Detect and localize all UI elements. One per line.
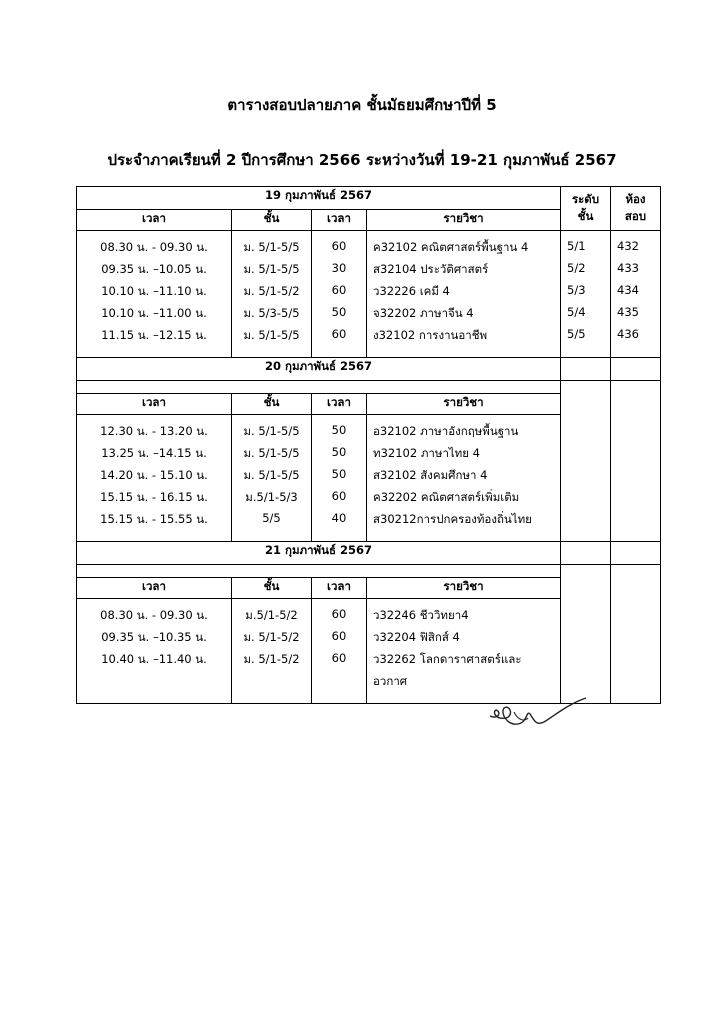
exam-class: ม.5/1-5/3 xyxy=(232,489,312,511)
exam-duration: 30 xyxy=(312,261,367,283)
exam-class: 5/5 xyxy=(232,511,312,533)
exam-duration: 50 xyxy=(312,305,367,327)
room-level: 5/4 xyxy=(561,305,611,327)
col-header-class: ชั้น xyxy=(232,578,312,599)
exam-class: ม. 5/3-5/5 xyxy=(232,305,312,327)
side-blank xyxy=(611,673,661,695)
col-header-time: เวลา xyxy=(77,394,232,415)
side-blank xyxy=(611,467,661,489)
exam-class xyxy=(232,673,312,695)
table-row xyxy=(77,327,661,349)
page-subtitle: ประจำภาคเรียนที่ 2 ปีการศึกษา 2566 ระหว่างวันที่ 19-21 กุมภาพันธ์ 2567 xyxy=(107,151,617,169)
exam-duration: 60 xyxy=(312,651,367,673)
exam-duration: 40 xyxy=(312,511,367,533)
exam-subject: อวกาศ xyxy=(367,673,561,695)
side-blank xyxy=(561,578,611,599)
gap xyxy=(367,415,561,424)
exam-time: 08.30 น. - 09.30 น. xyxy=(77,239,232,261)
side-blank xyxy=(611,695,661,704)
table-row xyxy=(77,283,661,305)
exam-duration: 60 xyxy=(312,283,367,305)
side-blank xyxy=(611,599,661,608)
table-row xyxy=(77,651,661,673)
gap xyxy=(367,231,561,240)
side-blank xyxy=(561,607,611,629)
room-level: 5/2 xyxy=(561,261,611,283)
page-title: ตารางสอบปลายภาค ชั้นมัธยมศึกษาปีที่ 5 xyxy=(227,96,497,114)
exam-class: ม. 5/1-5/5 xyxy=(232,261,312,283)
side-blank xyxy=(561,511,611,533)
exam-duration: 60 xyxy=(312,239,367,261)
exam-class: ม. 5/1-5/5 xyxy=(232,445,312,467)
exam-duration: 60 xyxy=(312,629,367,651)
exam-time: 10.40 น. –11.40 น. xyxy=(77,651,232,673)
gap xyxy=(232,695,312,704)
table-row xyxy=(77,261,661,283)
exam-subject: จ32202 ภาษาจีน 4 xyxy=(367,305,561,327)
side-blank xyxy=(561,565,611,578)
exam-class: ม. 5/1-5/2 xyxy=(232,283,312,305)
gap xyxy=(232,533,312,542)
exam-time: 08.30 น. - 09.30 น. xyxy=(77,607,232,629)
side-blank xyxy=(561,489,611,511)
room-number: 433 xyxy=(611,261,661,283)
room-header: ห้องสอบ xyxy=(611,187,661,231)
level-header: ระดับชั้น xyxy=(561,187,611,231)
gap xyxy=(312,415,367,424)
exam-time xyxy=(77,673,232,695)
col-header-duration: เวลา xyxy=(312,578,367,599)
exam-subject: ว32246 ชีววิทยา4 xyxy=(367,607,561,629)
side-blank xyxy=(611,629,661,651)
side-blank xyxy=(561,542,611,565)
side-blank xyxy=(611,489,661,511)
exam-duration: 50 xyxy=(312,445,367,467)
side-blank xyxy=(561,349,611,358)
room-number: 435 xyxy=(611,305,661,327)
side-blank xyxy=(611,381,661,394)
side-blank xyxy=(611,423,661,445)
side-blank xyxy=(561,533,611,542)
col-header-subject: รายวิชา xyxy=(367,578,561,599)
side-blank xyxy=(561,445,611,467)
side-blank xyxy=(561,394,611,415)
gap xyxy=(312,695,367,704)
gap xyxy=(77,599,232,608)
col-header-duration: เวลา xyxy=(312,394,367,415)
signature xyxy=(488,690,588,735)
side-blank xyxy=(611,607,661,629)
spacer xyxy=(77,565,561,578)
gap xyxy=(367,349,561,358)
table-row xyxy=(77,445,661,467)
exam-subject: ว32204 ฟิสิกส์ 4 xyxy=(367,629,561,651)
col-header-subject: รายวิชา xyxy=(367,210,561,231)
side-blank xyxy=(611,565,661,578)
exam-subject: ค32102 คณิตศาสตร์พื้นฐาน 4 xyxy=(367,239,561,261)
exam-time: 10.10 น. –11.10 น. xyxy=(77,283,232,305)
gap xyxy=(312,231,367,240)
side-blank xyxy=(611,231,661,240)
side-blank xyxy=(561,381,611,394)
exam-schedule-table xyxy=(76,186,661,704)
gap xyxy=(77,533,232,542)
side-blank xyxy=(611,578,661,599)
gap xyxy=(312,349,367,358)
table-row xyxy=(77,489,661,511)
exam-class: ม. 5/1-5/2 xyxy=(232,651,312,673)
side-blank xyxy=(561,599,611,608)
exam-time: 14.20 น. - 15.10 น. xyxy=(77,467,232,489)
exam-duration: 50 xyxy=(312,423,367,445)
exam-subject: ส32104 ประวัติศาสตร์ xyxy=(367,261,561,283)
col-header-duration: เวลา xyxy=(312,210,367,231)
table-row xyxy=(77,467,661,489)
exam-subject: ท32102 ภาษาไทย 4 xyxy=(367,445,561,467)
gap xyxy=(312,533,367,542)
col-header-time: เวลา xyxy=(77,578,232,599)
gap xyxy=(367,533,561,542)
side-blank xyxy=(611,511,661,533)
side-blank xyxy=(561,651,611,673)
room-number: 434 xyxy=(611,283,661,305)
gap xyxy=(232,231,312,240)
table-row xyxy=(77,305,661,327)
side-blank xyxy=(561,415,611,424)
side-blank xyxy=(611,533,661,542)
col-header-time: เวลา xyxy=(77,210,232,231)
col-header-class: ชั้น xyxy=(232,210,312,231)
exam-class: ม. 5/1-5/5 xyxy=(232,239,312,261)
side-blank xyxy=(561,231,611,240)
exam-time: 09.35 น. –10.35 น. xyxy=(77,629,232,651)
exam-class: ม. 5/1-5/2 xyxy=(232,629,312,651)
gap xyxy=(232,415,312,424)
side-blank xyxy=(611,445,661,467)
gap xyxy=(232,349,312,358)
side-blank xyxy=(561,423,611,445)
exam-subject: อ32102 ภาษาอังกฤษพื้นฐาน xyxy=(367,423,561,445)
side-blank xyxy=(611,651,661,673)
room-number: 432 xyxy=(611,239,661,261)
exam-time: 12.30 น. - 13.20 น. xyxy=(77,423,232,445)
gap xyxy=(77,349,232,358)
exam-class: ม. 5/1-5/5 xyxy=(232,327,312,349)
side-blank xyxy=(611,394,661,415)
exam-duration: 60 xyxy=(312,607,367,629)
exam-duration: 60 xyxy=(312,327,367,349)
table-row xyxy=(77,423,661,445)
exam-class: ม. 5/1-5/5 xyxy=(232,423,312,445)
exam-class: ม.5/1-5/2 xyxy=(232,607,312,629)
room-number: 436 xyxy=(611,327,661,349)
exam-subject: ค32202 คณิตศาสตร์เพิ่มเติม xyxy=(367,489,561,511)
gap xyxy=(312,599,367,608)
exam-subject: ส30212การปกครองท้องถิ่นไทย xyxy=(367,511,561,533)
side-blank xyxy=(561,629,611,651)
exam-duration: 50 xyxy=(312,467,367,489)
side-blank xyxy=(611,358,661,381)
spacer xyxy=(77,381,561,394)
exam-subject: ง32102 การงานอาชีพ xyxy=(367,327,561,349)
day-date: 21 กุมภาพันธ์ 2567 xyxy=(77,542,561,565)
exam-time: 13.25 น. –14.15 น. xyxy=(77,445,232,467)
table-row xyxy=(77,239,661,261)
gap xyxy=(367,599,561,608)
gap xyxy=(77,695,232,704)
col-header-class: ชั้น xyxy=(232,394,312,415)
exam-time: 11.15 น. –12.15 น. xyxy=(77,327,232,349)
exam-subject: ว32262 โลกดาราศาสตร์และ xyxy=(367,651,561,673)
exam-class: ม. 5/1-5/5 xyxy=(232,467,312,489)
exam-subject: ว32226 เคมี 4 xyxy=(367,283,561,305)
table-row xyxy=(77,511,661,533)
gap xyxy=(77,415,232,424)
gap xyxy=(232,599,312,608)
side-blank xyxy=(561,467,611,489)
day-date: 19 กุมภาพันธ์ 2567 xyxy=(77,187,561,210)
room-level: 5/1 xyxy=(561,239,611,261)
exam-duration: 60 xyxy=(312,489,367,511)
exam-time: 15.15 น. - 16.15 น. xyxy=(77,489,232,511)
exam-time: 10.10 น. –11.00 น. xyxy=(77,305,232,327)
side-blank xyxy=(611,415,661,424)
side-blank xyxy=(611,349,661,358)
exam-subject: ส32102 สังคมศึกษา 4 xyxy=(367,467,561,489)
room-level: 5/3 xyxy=(561,283,611,305)
exam-time: 15.15 น. - 15.55 น. xyxy=(77,511,232,533)
day-date: 20 กุมภาพันธ์ 2567 xyxy=(77,358,561,381)
side-blank xyxy=(561,358,611,381)
gap xyxy=(77,231,232,240)
table-row xyxy=(77,629,661,651)
side-blank xyxy=(611,542,661,565)
exam-time: 09.35 น. –10.05 น. xyxy=(77,261,232,283)
exam-duration xyxy=(312,673,367,695)
table-row xyxy=(77,607,661,629)
col-header-subject: รายวิชา xyxy=(367,394,561,415)
room-level: 5/5 xyxy=(561,327,611,349)
